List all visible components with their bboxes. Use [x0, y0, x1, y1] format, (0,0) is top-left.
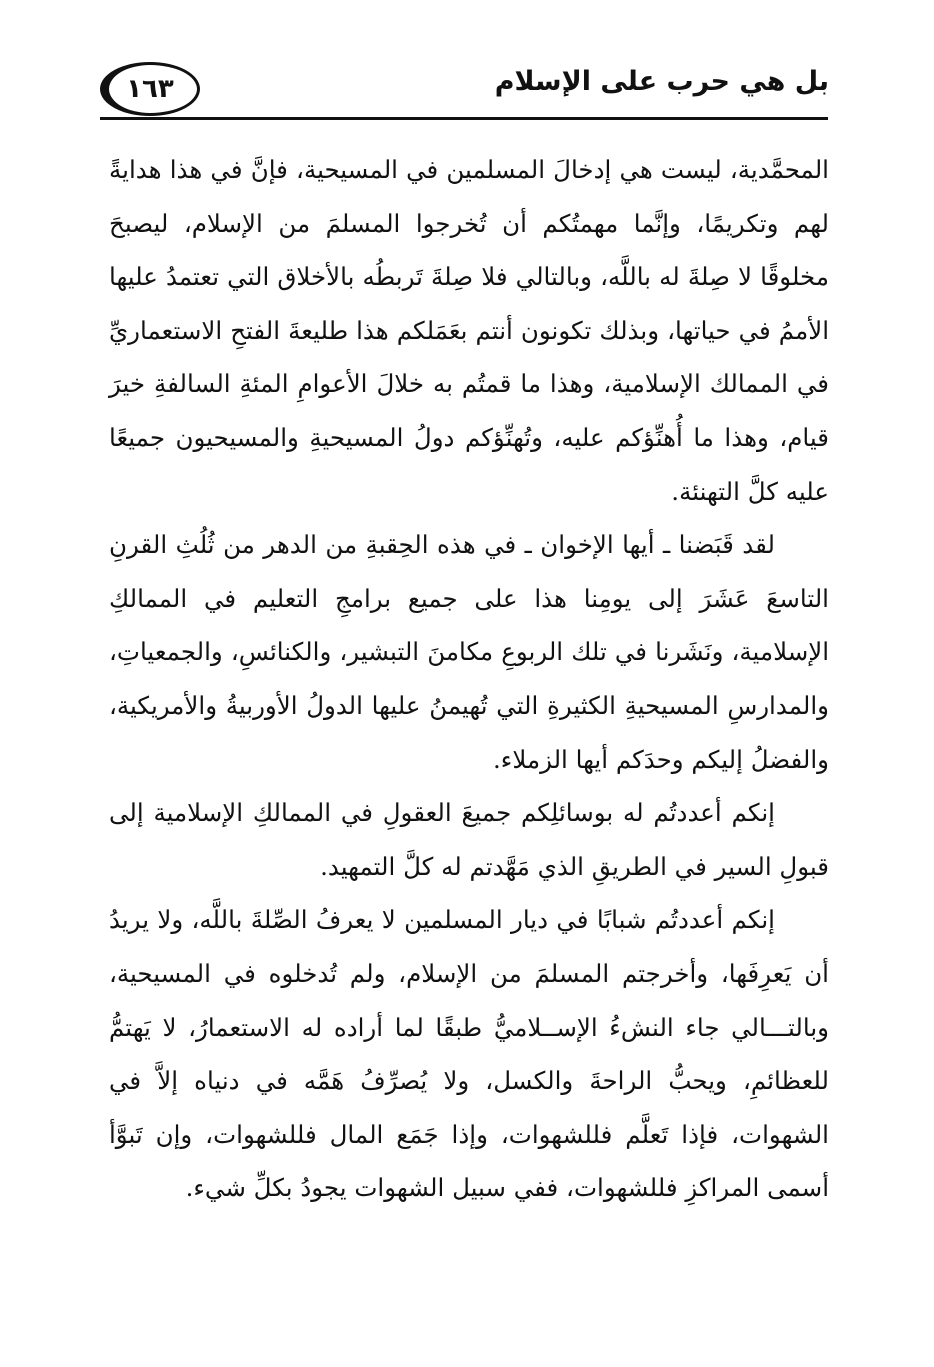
header-divider — [100, 117, 828, 120]
paragraph-4: إنكم أعددتُم شبابًا في ديار المسلمين لا يعرفُ الصِّلةَ باللَّه، ولا يريدُ أن يَعرِفَها، وأخرجتم المسلمَ من الإسلام، ولم تُدخلوه في المسيحية، وبالتـــالي جاء النشءُ الإســلاميُّ طبقًا لما أراده له الاستعمارُ، لا يَهتمُّ للعظائمِ، ويحبُّ الراحةَ والكسل، ولا يُصرِّفُ هَمَّه في دنياه إلاَّ في الشهوات، فإذا تَعلَّم فللشهوات، وإذا جَمَع المال فللشهوات، وإن تَبوَّأ أسمى المراكزِ فللشهوات، ففي سبيل الشهوات يجودُ بكلِّ شيء. — [109, 905, 829, 1203]
page-number: ١٦٣ — [126, 74, 174, 104]
body-text — [109, 143, 829, 1215]
paragraph-1: المحمَّدية، ليست هي إدخالَ المسلمين في المسيحية، فإنَّ في هذا هدايةً لهم وتكريمًا، وإنَّما مهمتُكم أن تُخرجوا المسلمَ من الإسلام، ليصبحَ مخلوقًا لا صِلةَ له باللَّه، وبالتالي فلا صِلةَ تَربطُه بالأخلاق التي تعتمدُ عليها الأممُ في حياتها، وبذلك تكونون أنتم بعَمَلكم هذا طليعةَ الفتحِ الاستعماريِّ في الممالك الإسلامية، وهذا ما قمتُم به خلالَ الأعوامِ المئةِ السالفةِ خيرَ قيام، وهذا ما أُهنِّؤكم عليه، وتُهنِّؤكم دولُ المسيحيةِ والمسيحيون جميعًا عليه كلَّ التهنئة. — [109, 155, 829, 506]
page-number-frame — [100, 62, 200, 116]
paragraph-2: لقد قَبَضنا ـ أيها الإخوان ـ في هذه الحِقبةِ من الدهر من ثُلُثِ القرنِ التاسعَ عَشَرَ إلى يومِنا هذا على جميع برامجِ التعليم في الممالكِ الإسلامية، ونَشَرنا في تلك الربوعِ مكامنَ التبشير، والكنائسِ، والجمعياتِ، والمدارسِ المسيحيةِ الكثيرةِ التي تُهيمنُ عليها الدولُ الأوربيةُ والأمريكية، والفضلُ إليكم وحدَكم أيها الزملاء. — [109, 530, 829, 774]
running-header-title: بل هي حرب على الإسلام — [494, 66, 829, 97]
paragraph-3: إنكم أعددتُم له بوسائلِكم جميعَ العقولِ في الممالكِ الإسلامية إلى قبولِ السير في الطريقِ الذي مَهَّدتم له كلَّ التمهيد. — [109, 798, 829, 881]
